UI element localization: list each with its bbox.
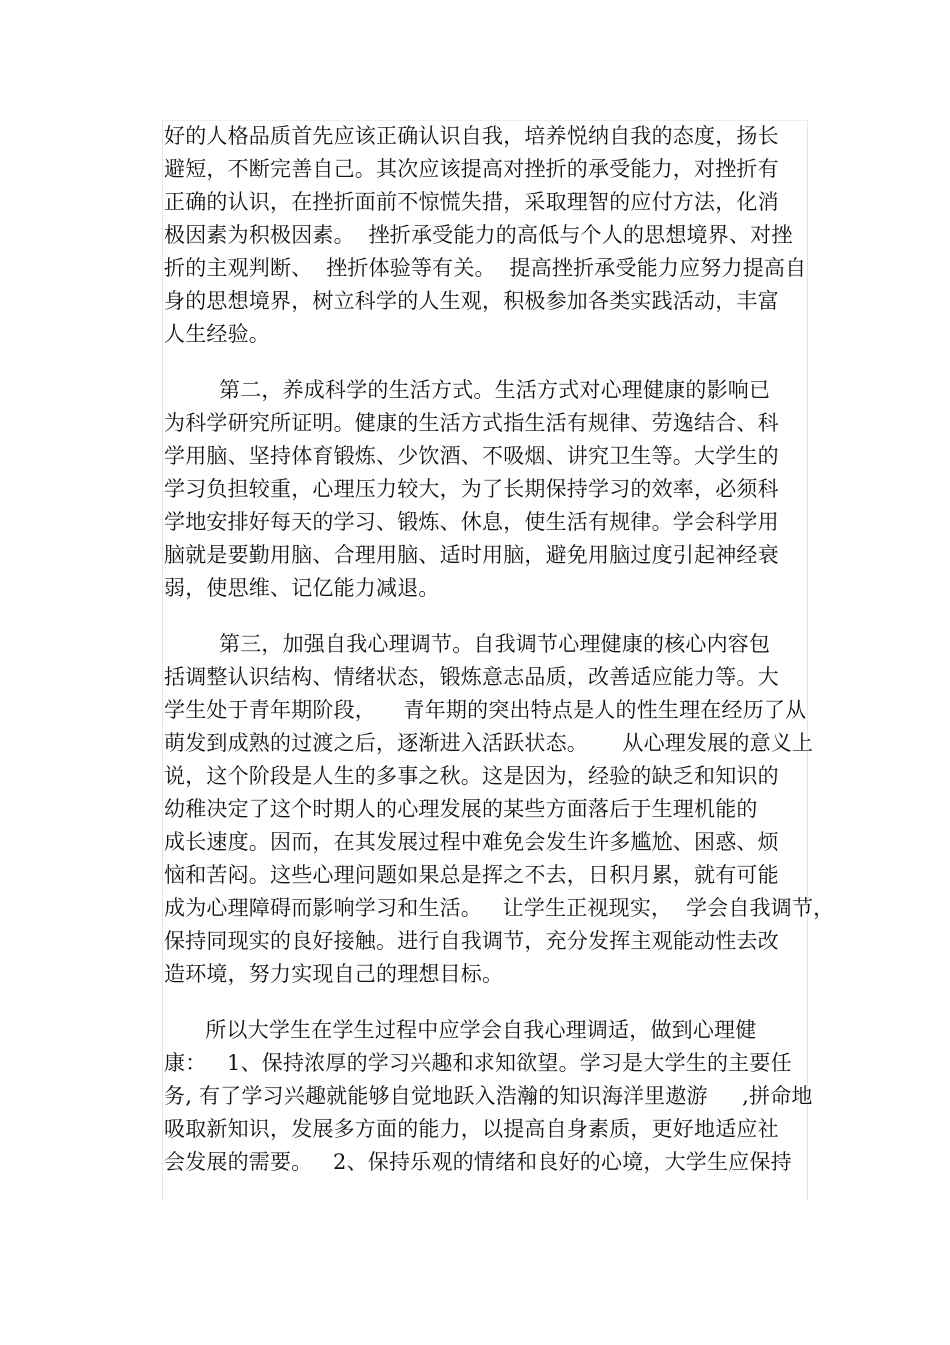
text-line: 学地安排好每天的学习、锻炼、休息，使生活有规律。学会科学用 xyxy=(164,510,779,534)
text-line: 第三，加强自我心理调节。自我调节心理健康的核心内容包 xyxy=(164,632,771,656)
paragraph-gap xyxy=(164,991,804,1014)
text-line: 说，这个阶段是人生的多事之秋。这是因为，经验的缺乏和知识的 xyxy=(164,764,779,788)
text-line: 学用脑、坚持体育锻炼、少饮酒、不吸烟、讲究卫生等。大学生的 xyxy=(164,444,779,468)
paragraph-gap xyxy=(164,351,804,374)
text-line: 造环境，努力实现自己的理想目标。 xyxy=(164,962,504,986)
text-line: 脑就是要勤用脑、合理用脑、适时用脑，避免用脑过度引起神经衰 xyxy=(164,543,779,567)
text-line: 恼和苦闷。这些心理问题如果总是挥之不去，日积月累，就有可能 xyxy=(164,863,779,887)
text-line: 吸取新知识，发展多方面的能力，以提高自身素质，更好地适应社 xyxy=(164,1117,779,1141)
text-line: 保持同现实的良好接触。进行自我调节，充分发挥主观能动性去改 xyxy=(164,929,779,953)
paragraph-gap xyxy=(164,605,804,628)
text-line: 会发展的需要。 2、保持乐观的情绪和良好的心境，大学生应保持 xyxy=(164,1150,792,1174)
text-line: 成长速度。因而，在其发展过程中难免会发生许多尴尬、困惑、烦 xyxy=(164,830,779,854)
text-line: 折的主观判断、 挫折体验等有关。 提高挫折承受能力应努力提高自 xyxy=(164,256,807,280)
text-line: 弱，使思维、记亿能力减退。 xyxy=(164,576,440,600)
paragraph-lifestyle xyxy=(164,374,804,605)
text-line: 学习负担较重，心理压力较大，为了长期保持学习的效率，必须科 xyxy=(164,477,779,501)
text-line: 括调整认识结构、情绪状态，锻炼意志品质，改善适应能力等。大 xyxy=(164,665,779,689)
text-line: 务, 有了学习兴趣就能够自觉地跃入浩瀚的知识海洋里遨游 ,拼命地 xyxy=(164,1084,813,1108)
text-line: 幼稚决定了这个时期人的心理发展的某些方面落后于生理机能的 xyxy=(164,797,758,821)
text-line: 极因素为积极因素。 挫折承受能力的高低与个人的思想境界、对挫 xyxy=(164,223,793,247)
text-line: 身的思想境界，树立科学的人生观，积极参加各类实践活动，丰富 xyxy=(164,289,779,313)
text-line: 第二，养成科学的生活方式。生活方式对心理健康的影响已 xyxy=(164,378,771,402)
paragraph-conclusion xyxy=(164,1014,813,1179)
text-line: 成为心理障碍而影响学习和生活。 让学生正视现实， 学会自我调节， xyxy=(164,896,835,920)
text-line: 正确的认识，在挫折面前不惊慌失措，采取理智的应付方法，化消 xyxy=(164,190,779,214)
text-line: 所以大学生在学生过程中应学会自我心理调适，做到心理健 xyxy=(164,1018,757,1042)
paragraph-self-regulation xyxy=(164,628,835,991)
text-line: 人生经验。 xyxy=(164,322,270,346)
paragraph-self-awareness xyxy=(164,120,807,351)
text-line: 康： 1、保持浓厚的学习兴趣和求知欲望。学习是大学生的主要任 xyxy=(164,1051,792,1075)
document-body xyxy=(164,120,835,1179)
text-line: 避短，不断完善自己。其次应该提高对挫折的承受能力，对挫折有 xyxy=(164,157,779,181)
text-line: 好的人格品质首先应该正确认识自我，培养悦纳自我的态度，扬长 xyxy=(164,124,779,148)
text-line: 萌发到成熟的过渡之后，逐渐进入活跃状态。 从心理发展的意义上 xyxy=(164,731,814,755)
text-line: 为科学研究所证明。健康的生活方式指生活有规律、劳逸结合、科 xyxy=(164,411,779,435)
text-line: 学生处于青年期阶段， 青年期的突出特点是人的性生理在经历了从 xyxy=(164,698,807,722)
